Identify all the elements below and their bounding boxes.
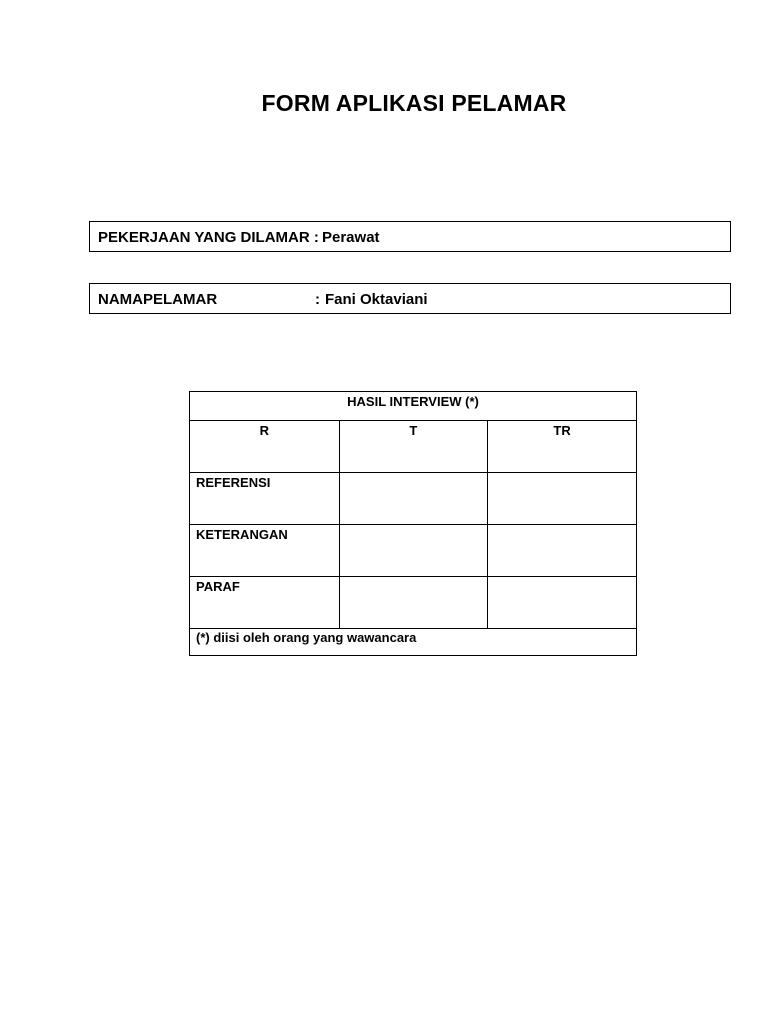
table-column-row [190,421,637,473]
row-label-referensi: REFERENSI [190,473,340,525]
table-row [190,577,637,629]
applicant-name-field [89,283,731,314]
job-applied-field [89,221,731,252]
table-cell [488,577,637,629]
table-footnote-row [190,629,637,656]
column-header-r: R [190,421,340,473]
table-cell [488,473,637,525]
job-applied-label: PEKERJAAN YANG DILAMAR : [98,229,319,246]
table-header-row [190,392,637,421]
table-footnote: (*) diisi oleh orang yang wawancara [190,629,637,656]
column-header-tr: TR [488,421,637,473]
table-row [190,525,637,577]
applicant-name-value: Fani Oktaviani [325,291,428,308]
row-label-paraf: PARAF [190,577,340,629]
applicant-name-separator: : [315,291,320,308]
interview-result-header: HASIL INTERVIEW (*) [190,392,637,421]
row-label-keterangan: KETERANGAN [190,525,340,577]
table-cell [339,473,488,525]
table-cell [339,577,488,629]
table-cell [339,525,488,577]
interview-result-table [189,391,637,656]
page-title: FORM APLIKASI PELAMAR [261,90,567,116]
job-applied-value: Perawat [322,229,380,246]
applicant-name-label: NAMAPELAMAR [98,291,218,308]
table-row [190,473,637,525]
table-cell [488,525,637,577]
column-header-t: T [339,421,488,473]
